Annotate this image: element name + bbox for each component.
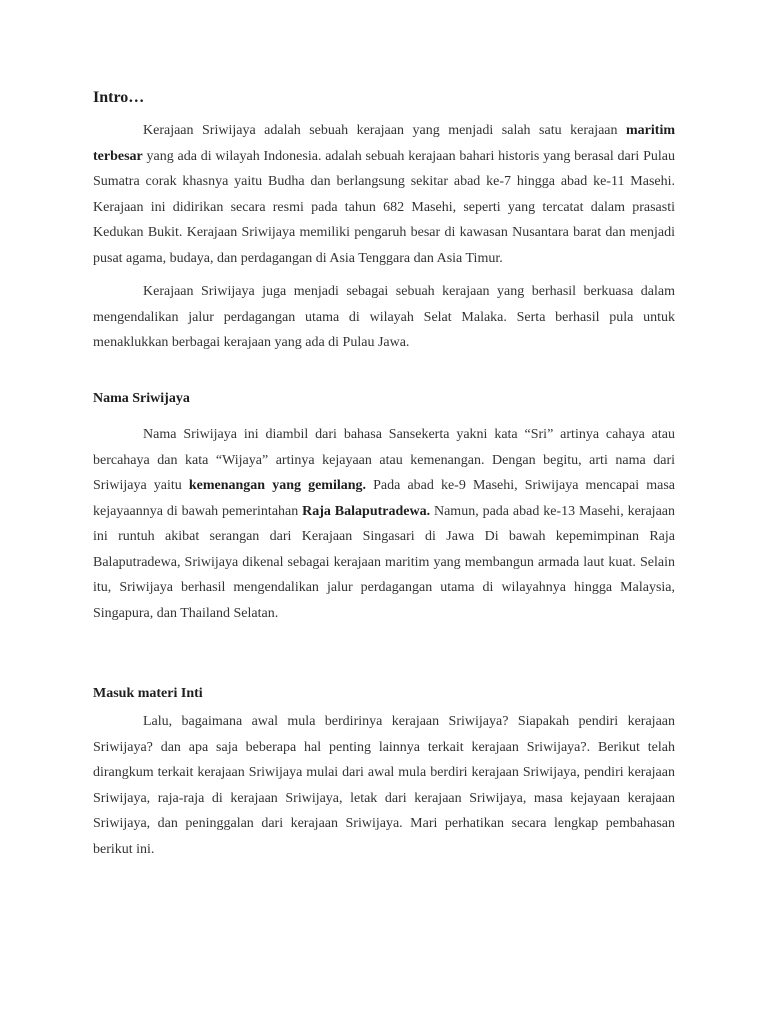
inti-heading: Masuk materi Inti [93, 686, 203, 701]
intro-paragraph-1 [93, 118, 675, 271]
nama-heading: Nama Sriwijaya [93, 391, 190, 406]
intro-p1-text-c: yang ada di wilayah Indonesia. adalah sebuah kerajaan bahari historis yang berasal dari Pulau Sumatra corak khasnya yaitu Budha dan berlangsung sekitar abad ke-7 hingga abad ke-11 Masehi. Kerajaan ini didirikan secara resmi pada tahun 682 Masehi, seperti yang tercatat dalam prasasti Kedukan Bukit. Kerajaan Sriwijaya memiliki pengaruh besar di kawasan Nusantara barat dan menjadi pusat agama, budaya, dan perdagangan di Asia Tenggara dan Asia Timur. [93, 148, 675, 266]
inti-paragraph-1: Lalu, bagaimana awal mula berdirinya kerajaan Sriwijaya? Siapakah pendiri kerajaan Sriwijaya? dan apa saja beberapa hal penting lainnya terkait kerajaan Sriwijaya?. Berikut telah dirangkum terkait kerajaan Sriwijaya mulai dari awal mula berdiri kerajaan Sriwijaya, pendiri kerajaan Sriwijaya, raja-raja di kerajaan Sriwijaya, letak dari kerajaan Sriwijaya, masa kejayaan kerajaan Sriwijaya, dan peninggalan dari kerajaan Sriwijaya. Mari perhatikan secara lengkap pembahasan berikut ini. [93, 714, 675, 857]
nama-p1-text-c: Pada abad ke-9 Masehi, Sriwijaya mencapai masa kejayaannya di bawah pemerintahan [93, 478, 676, 519]
nama-paragraph-1 [93, 422, 675, 626]
nama-p1-bold-kemenangan: kemenangan yang gemilang. [188, 478, 367, 493]
intro-paragraph-2: Kerajaan Sriwijaya juga menjadi sebagai sebuah kerajaan yang berhasil berkuasa dalam mengendalikan jalur perdagangan utama di wilayah Selat Malaka. Serta berhasil pula untuk menaklukkan berbagai kerajaan yang ada di Pulau Jawa. [93, 284, 675, 350]
intro-p1-bold-maritim: maritim terbesar [93, 123, 675, 164]
nama-p1-text-a: Nama Sriwijaya ini diambil dari bahasa Sansekerta yakni kata “Sri” artinya cahaya atau bercahaya dan kata “Wijaya” artinya kejayaan atau kemenangan. Dengan begitu, arti nama dari Sriwijaya yaitu [93, 427, 675, 493]
intro-heading: Intro… [93, 89, 145, 106]
nama-p1-text-e: Namun, pada abad ke-13 Masehi, kerajaan ini runtuh akibat serangan dari Kerajaan Singasari di Jawa Di bawah kepemimpinan Raja Balaputradewa, Sriwijaya dikenal sebagai kerajaan maritim yang membangun armada laut kuat. Selain itu, Sriwijaya berhasil mengendalikan jalur perdagangan utama di wilayahnya hingga Malaysia, Singapura, dan Thailand Selatan. [93, 503, 675, 621]
nama-p1-bold-raja: Raja Balaputradewa. [302, 503, 431, 519]
intro-p1-text-a: Kerajaan Sriwijaya adalah sebuah kerajaan yang menjadi salah satu kerajaan [143, 123, 627, 138]
